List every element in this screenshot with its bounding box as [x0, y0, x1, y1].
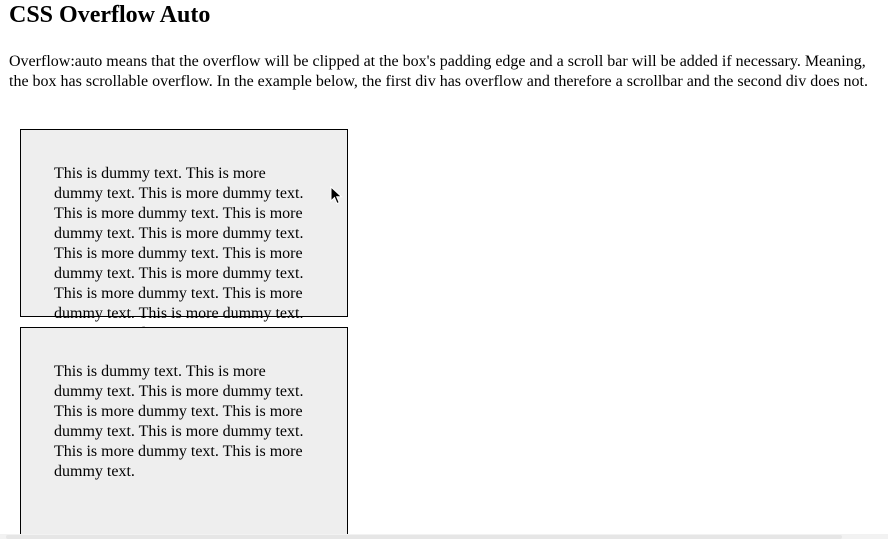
- dummy-text: This is dummy text. This is more dummy text. This is more dummy text. This is more dummy text. This is more dummy text. This is more dummy text. This is more dummy text. This is more dummy text. This is more dummy text. This is more dummy text. This is more dummy text. This is more dummy text.: [54, 165, 304, 322]
- intro-paragraph: Overflow:auto means that the overflow will be clipped at the box's padding edge and a scroll bar will be added if necessary. Meaning, the box has scrollable overflow. In the example below, the first div has overflow and therefore a scrollbar and the second div does not.: [9, 53, 868, 90]
- overflow-auto-box-with-overflow[interactable]: [20, 129, 348, 322]
- horizontal-scrollbar[interactable]: [0, 534, 888, 539]
- page-title: CSS Overflow Auto: [9, 2, 211, 28]
- scrollbar-thumb[interactable]: [6, 535, 842, 539]
- dummy-text: This is dummy text. This is more dummy text. This is more dummy text. This is more dummy text. This is more dummy text. This is more dummy text. This is more dummy text. This is more dummy text.: [54, 363, 304, 480]
- overflow-auto-box-without-overflow: [20, 327, 348, 536]
- mouse-pointer-icon: [330, 186, 344, 206]
